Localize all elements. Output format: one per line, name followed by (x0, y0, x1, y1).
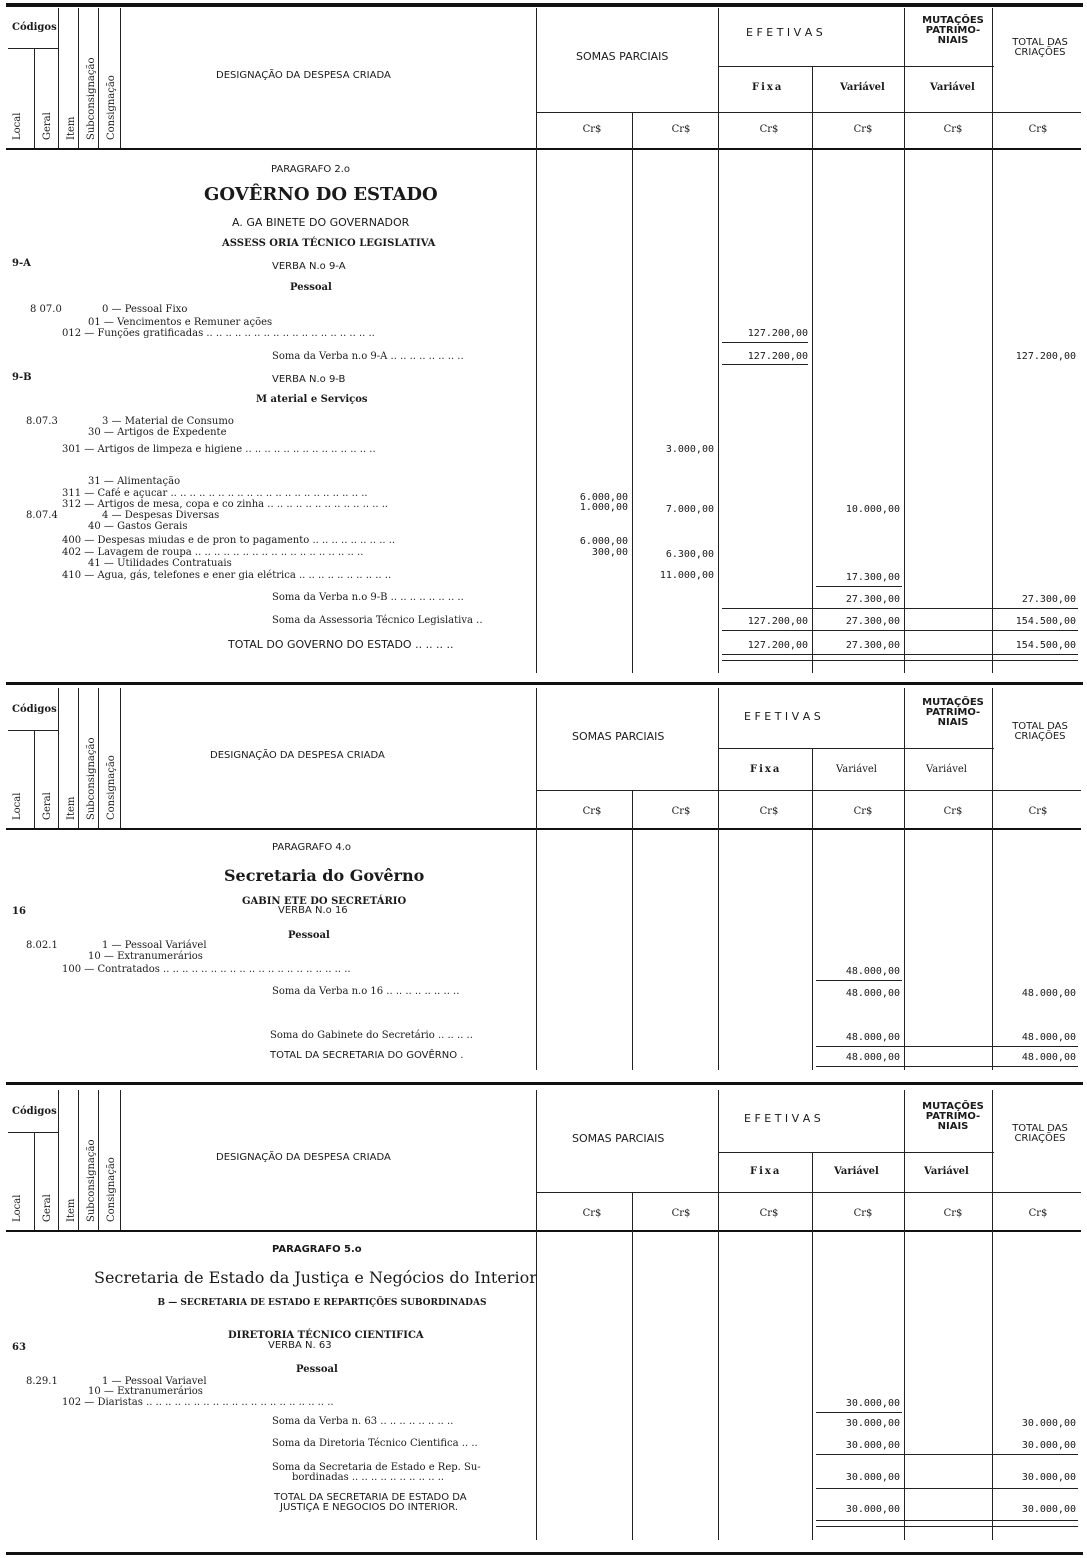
geral-label: Geral (42, 112, 53, 140)
rule-2 (6, 1082, 1083, 1085)
code-807-3: 8.07.3 (26, 416, 58, 427)
val-402b: 6.300,00 (665, 549, 714, 560)
total-governo: TOTAL DO GOVERNO DO ESTADO .. .. .. .. (228, 638, 454, 651)
table-header (6, 8, 1081, 150)
sub-gabinete-secretario: GABIN ETE DO SECRETÁRIO (242, 896, 407, 907)
soma-sec-var: 30.000,00 (845, 1472, 900, 1483)
pessoal-16: Pessoal (288, 930, 330, 941)
total-ge-var: 27.300,00 (845, 640, 900, 651)
val-312c: 10.000,00 (845, 504, 900, 515)
code-9a: 9-A (12, 258, 31, 269)
line-410: 410 — Agua, gás, telefones e ener gia elétrica .. .. .. .. .. .. .. .. .. .. (62, 570, 392, 581)
currency-6: Cr$ (1028, 806, 1048, 817)
line-1: 1 — Pessoal Variavel (102, 1376, 207, 1387)
title-governo: GOVÊRNO DO ESTADO (204, 184, 438, 205)
code-16: 16 (12, 906, 26, 917)
total-justica-1: TOTAL DA SECRETARIA DE ESTADO DA (274, 1492, 467, 1503)
currency-2: Cr$ (671, 124, 691, 135)
line-4: 4 — Despesas Diversas (102, 510, 220, 521)
variavel-label: Variável (836, 764, 877, 775)
somas-parciais-label: SOMAS PARCIAIS (572, 730, 665, 743)
verba-9a: VERBA N.o 9-A (272, 261, 346, 272)
variavel-label: Variável (834, 1166, 879, 1177)
soma-63: Soma da Verba n. 63 .. .. .. .. .. .. .. .. (272, 1416, 454, 1427)
mutacoes-label: MUTAÇÕES PATRIMO- NIAIS (922, 697, 984, 728)
val-012: 127.200,00 (747, 328, 808, 339)
currency-1: Cr$ (582, 124, 602, 135)
soma-secretaria-1: Soma da Secretaria de Estado e Rep. Su- (272, 1462, 481, 1473)
line-30: 30 — Artigos de Expedente (88, 427, 227, 438)
fixa-label: Fixa (752, 82, 784, 93)
variavel-mut-label: Variável (924, 1166, 969, 1177)
paragrafo-4: PARAGRAFO 4.o (272, 842, 352, 853)
sub-secretaria-estado: B — SECRETARIA DE ESTADO E REPARTIÇÕES SUBORDINADAS (157, 1298, 487, 1308)
line-102: 102 — Diaristas .. .. .. .. .. .. .. .. .. .. .. .. .. .. .. .. .. .. .. .. (62, 1397, 334, 1408)
designacao-label: DESIGNAÇÃO DA DESPESA CRIADA (216, 70, 391, 81)
sub-gabinete: A. GA BINETE DO GOVERNADOR (232, 216, 410, 229)
total-sg-total: 48.000,00 (1021, 1052, 1076, 1063)
total-justica-2: JUSTIÇA E NEGOCIOS DO INTERIOR. (280, 1502, 459, 1513)
rule-1 (6, 682, 1083, 685)
currency-2: Cr$ (671, 1208, 691, 1219)
soma-16: Soma da Verba n.o 16 .. .. .. .. .. .. .. .. (272, 986, 460, 997)
subconsignacao-label: Subconsignação (86, 737, 97, 820)
consignacao-label: Consignação (106, 755, 117, 820)
val-312a: 1.000,00 (579, 502, 628, 513)
total-secretaria-governo: TOTAL DA SECRETARIA DO GOVÊRNO . (270, 1050, 464, 1061)
total-criacoes-label: TOTAL DAS CRIAÇÕES (1012, 1123, 1068, 1144)
val-410a: 11.000,00 (659, 570, 714, 581)
codigos-label: Códigos (12, 22, 57, 33)
section-paragrafo-5 (6, 1090, 1081, 1550)
table-header (6, 688, 1081, 830)
soma-gab-var: 48.000,00 (845, 1032, 900, 1043)
line-10: 10 — Extranumerários (88, 1386, 203, 1397)
bottom-rule (6, 1552, 1083, 1555)
pessoal-9a: Pessoal (290, 282, 332, 293)
line-40: 40 — Gastos Gerais (88, 521, 188, 532)
local-label: Local (12, 792, 23, 820)
efetivas-label: E F E T I V A S (744, 1112, 821, 1125)
line-0: 0 — Pessoal Fixo (102, 304, 188, 315)
val-301: 3.000,00 (665, 444, 714, 455)
code-807-0: 8 07.0 (30, 304, 62, 315)
soma-atl-var: 27.300,00 (845, 616, 900, 627)
soma-16-total: 48.000,00 (1021, 988, 1076, 999)
val-102: 30.000,00 (845, 1398, 900, 1409)
paragrafo-2: PARAGRAFO 2.o (271, 164, 351, 175)
item-label: Item (66, 1198, 77, 1222)
codigos-label: Códigos (12, 1106, 57, 1117)
geral-label: Geral (42, 792, 53, 820)
variavel-label: Variável (840, 82, 885, 93)
geral-label: Geral (42, 1194, 53, 1222)
soma-9b: Soma da Verba n.o 9-B .. .. .. .. .. .. .. .. (272, 592, 464, 603)
total-sg-var: 48.000,00 (845, 1052, 900, 1063)
efetivas-label: E F E T I V A S (744, 710, 821, 723)
variavel-mut-label: Variável (930, 82, 975, 93)
currency-5: Cr$ (943, 124, 963, 135)
verba-9b: VERBA N.o 9-B (272, 374, 346, 385)
currency-4: Cr$ (853, 806, 873, 817)
line-100: 100 — Contratados .. .. .. .. .. .. .. .. .. .. .. .. .. .. .. .. .. .. .. .. (62, 964, 351, 975)
soma-secretaria-2: bordinadas .. .. .. .. .. .. .. .. .. .. (292, 1472, 445, 1483)
paragrafo-5: PARAGRAFO 5.o (272, 1244, 362, 1255)
val-400: 6.000,00 (579, 536, 628, 547)
code-802-1: 8.02.1 (26, 940, 58, 951)
line-41: 41 — Utilidades Contratuais (88, 558, 232, 569)
line-3: 3 — Material de Consumo (102, 416, 234, 427)
val-100: 48.000,00 (845, 966, 900, 977)
local-label: Local (12, 112, 23, 140)
soma-9a: Soma da Verba n.o 9-A .. .. .. .. .. .. .. .. (272, 351, 464, 362)
verba-16: VERBA N.o 16 (278, 905, 348, 916)
table-header (6, 1090, 1081, 1232)
soma-63-var: 30.000,00 (845, 1418, 900, 1429)
val-311: 6.000,00 (579, 492, 628, 503)
title-secretaria-governo: Secretaria do Govêrno (224, 866, 425, 885)
pessoal-63: Pessoal (296, 1364, 338, 1375)
line-402: 402 — Lavagem de roupa .. .. .. .. .. .. .. .. .. .. .. .. .. .. .. .. .. .. (62, 547, 364, 558)
consignacao-label: Consignação (106, 1157, 117, 1222)
somas-parciais-label: SOMAS PARCIAIS (572, 1132, 665, 1145)
val-402a: 300,00 (591, 547, 628, 558)
mutacoes-label: MUTAÇÕES PATRIMO- NIAIS (922, 15, 984, 46)
local-label: Local (12, 1194, 23, 1222)
soma-diretoria: Soma da Diretoria Técnico Cientifica .. .. (272, 1438, 478, 1449)
item-label: Item (66, 116, 77, 140)
total-criacoes-label: TOTAL DAS CRIAÇÕES (1012, 37, 1068, 58)
efetivas-label: E F E T I V A S (746, 26, 823, 39)
total-total: 30.000,00 (1021, 1504, 1076, 1515)
soma-dtc-total: 30.000,00 (1021, 1440, 1076, 1451)
designacao-label: DESIGNAÇÃO DA DESPESA CRIADA (216, 1152, 391, 1163)
val-410b: 17.300,00 (845, 572, 900, 583)
sub-assessoria: ASSESS ORIA TÉCNICO LEGISLATIVA (222, 238, 436, 249)
currency-3: Cr$ (759, 124, 779, 135)
currency-5: Cr$ (943, 806, 963, 817)
total-var: 30.000,00 (845, 1504, 900, 1515)
fixa-label: Fixa (750, 764, 782, 775)
currency-1: Cr$ (582, 1208, 602, 1219)
item-label: Item (66, 796, 77, 820)
soma-9a-total: 127.200,00 (1015, 351, 1076, 362)
soma-gabinete: Soma do Gabinete do Secretário .. .. .. .. (270, 1030, 473, 1041)
currency-2: Cr$ (671, 806, 691, 817)
soma-gab-total: 48.000,00 (1021, 1032, 1076, 1043)
code-807-4: 8.07.4 (26, 510, 58, 521)
total-criacoes-label: TOTAL DAS CRIAÇÕES (1012, 721, 1068, 742)
currency-5: Cr$ (943, 1208, 963, 1219)
code-829-1: 8.29.1 (26, 1376, 58, 1387)
soma-dtc-var: 30.000,00 (845, 1440, 900, 1451)
line-01: 01 — Vencimentos e Remuner ações (88, 317, 273, 328)
designacao-label: DESIGNAÇÃO DA DESPESA CRIADA (210, 750, 385, 761)
code-63: 63 (12, 1342, 26, 1353)
soma-63-total: 30.000,00 (1021, 1418, 1076, 1429)
variavel-mut-label: Variável (926, 764, 967, 775)
line-311: 311 — Café e açucar .. .. .. .. .. .. .. .. .. .. .. .. .. .. .. .. .. .. .. .. .. (62, 488, 368, 499)
codigos-label: Códigos (12, 704, 57, 715)
currency-6: Cr$ (1028, 1208, 1048, 1219)
soma-sec-total: 30.000,00 (1021, 1472, 1076, 1483)
currency-6: Cr$ (1028, 124, 1048, 135)
verba-63: VERBA N. 63 (268, 1340, 332, 1351)
currency-3: Cr$ (759, 1208, 779, 1219)
section-paragrafo-4 (6, 688, 1081, 1074)
top-rule (6, 3, 1083, 7)
line-301: 301 — Artigos de limpeza e higiene .. .. .. .. .. .. .. .. .. .. .. .. .. .. (62, 444, 376, 455)
total-ge-fixa: 127.200,00 (747, 640, 808, 651)
soma-16-var: 48.000,00 (845, 988, 900, 999)
sub-diretoria: DIRETORIA TÉCNICO CIENTIFICA (228, 1330, 424, 1341)
total-ge-total: 154.500,00 (1015, 640, 1076, 651)
currency-1: Cr$ (582, 806, 602, 817)
mutacoes-label: MUTAÇÕES PATRIMO- NIAIS (922, 1101, 984, 1132)
code-9b: 9-B (12, 372, 32, 383)
line-400: 400 — Despesas miudas e de pron to pagamento .. .. .. .. .. .. .. .. .. (62, 535, 396, 546)
subconsignacao-label: Subconsignação (86, 57, 97, 140)
section-paragrafo-2 (6, 8, 1081, 680)
material-servicos: M aterial e Serviços (256, 394, 368, 405)
title-secretaria-justica: Secretaria de Estado da Justiça e Negócios do Interior (94, 1268, 537, 1287)
val-312b: 7.000,00 (665, 504, 714, 515)
soma-atl-total: 154.500,00 (1015, 616, 1076, 627)
soma-assessoria: Soma da Assessoria Técnico Legislativa .. (272, 615, 483, 626)
somas-parciais-label: SOMAS PARCIAIS (576, 50, 669, 63)
line-012: 012 — Funções gratificadas .. .. .. .. .. .. .. .. .. .. .. .. .. .. .. .. .. .. (62, 328, 375, 339)
fixa-label: Fixa (750, 1166, 782, 1177)
consignacao-label: Consignação (106, 75, 117, 140)
soma-9a-fixa: 127.200,00 (747, 351, 808, 362)
currency-4: Cr$ (853, 1208, 873, 1219)
soma-9b-var: 27.300,00 (845, 594, 900, 605)
currency-3: Cr$ (759, 806, 779, 817)
soma-9b-total: 27.300,00 (1021, 594, 1076, 605)
line-312: 312 — Artigos de mesa, copa e co zinha .. .. .. .. .. .. .. .. .. .. .. .. .. (62, 499, 389, 510)
subconsignacao-label: Subconsignação (86, 1139, 97, 1222)
line-10: 10 — Extranumerários (88, 951, 203, 962)
line-1: 1 — Pessoal Variável (102, 940, 207, 951)
line-31: 31 — Alimentação (88, 476, 181, 487)
soma-atl-fixa: 127.200,00 (747, 616, 808, 627)
currency-4: Cr$ (853, 124, 873, 135)
